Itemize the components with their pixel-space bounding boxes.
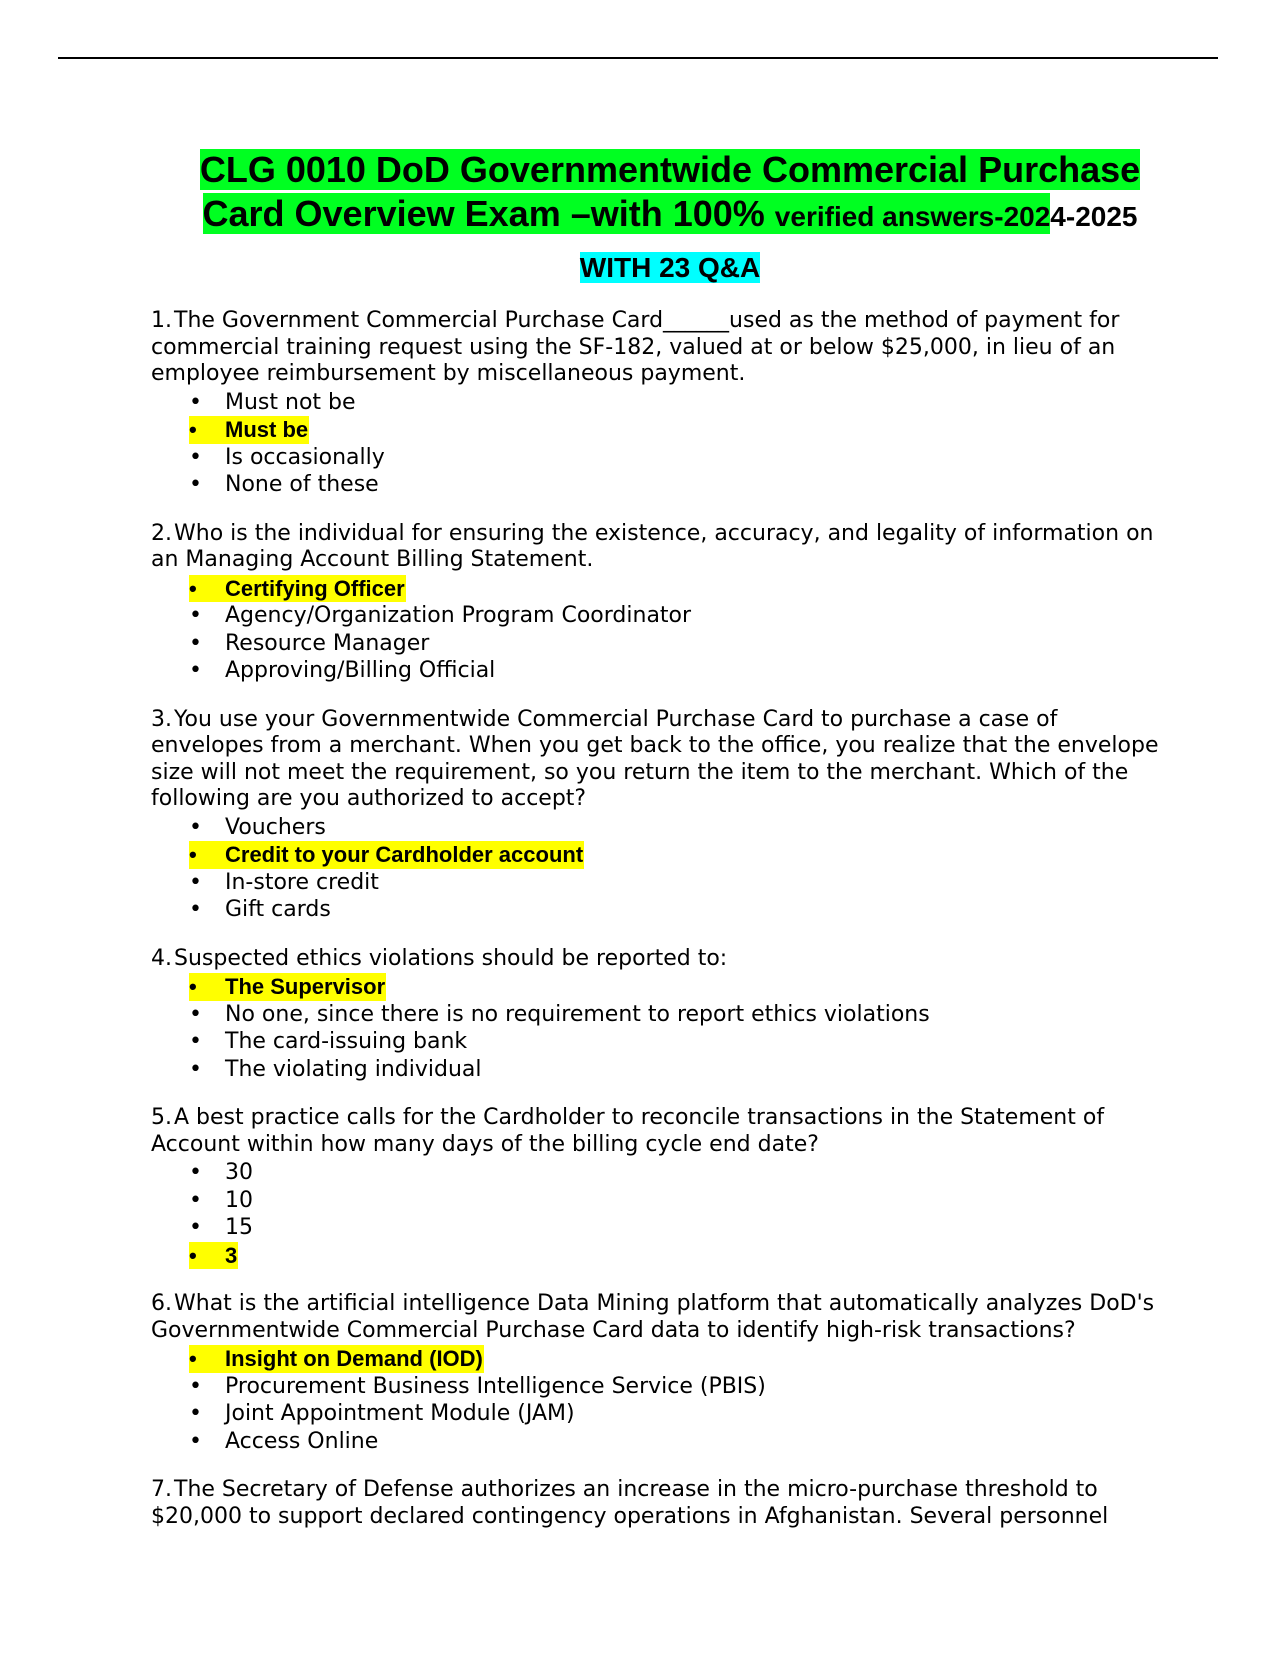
answer-option	[151, 657, 1161, 685]
bullet-icon: •	[189, 841, 225, 869]
answer-option	[151, 630, 1161, 658]
answer-option-label: Joint Appointment Module (JAM)	[225, 1401, 575, 1426]
answer-option-label: Insight on Demand (IOD)	[225, 1346, 483, 1371]
question-4	[151, 946, 1161, 1084]
question-number: 5.	[151, 1105, 172, 1130]
question-prompt: Suspected ethics violations should be reported to:	[174, 945, 728, 971]
answer-option	[151, 1214, 1161, 1242]
answer-options	[151, 389, 1161, 499]
answer-option	[151, 1001, 1161, 1029]
answer-option-label: Must be	[225, 417, 309, 442]
title-line-1: CLG 0010 DoD Governmentwide Commercial Purchase	[199, 149, 1141, 190]
question-text	[151, 1291, 1161, 1344]
bullet-icon: •	[189, 472, 202, 497]
question-text	[151, 308, 1161, 388]
bullet-icon: •	[189, 1187, 202, 1213]
question-6	[151, 1291, 1161, 1455]
bullet-icon: •	[189, 1242, 225, 1270]
question-prompt: A best practice calls for the Cardholder to reconcile transactions in the Statement of Account within how many days of the billing cycle end date?	[151, 1105, 1105, 1157]
bullet-icon: •	[189, 658, 202, 683]
answer-option-correct	[151, 973, 1161, 1001]
bullet-icon: •	[189, 1373, 202, 1399]
answer-option-label: Must not be	[225, 389, 356, 415]
question-7	[151, 1477, 1161, 1530]
answer-option-label: The violating individual	[225, 1056, 482, 1082]
bullet-icon: •	[189, 1401, 202, 1426]
answer-option-label: No one, since there is no requirement to report ethics violations	[225, 1001, 930, 1027]
answer-option-label: Gift cards	[225, 897, 331, 922]
answer-option-label: Approving/Billing Official	[225, 658, 496, 683]
bullet-icon: •	[189, 1345, 225, 1373]
answer-option	[151, 1056, 1161, 1084]
answer-option	[151, 471, 1161, 499]
answer-option-label: Agency/Organization Program Coordinator	[225, 603, 692, 628]
answer-option-label: The Supervisor	[225, 974, 386, 999]
question-number: 1.	[151, 308, 172, 333]
answer-option-correct	[151, 1345, 1161, 1373]
answer-options	[151, 973, 1161, 1083]
question-prompt: Who is the individual for ensuring the existence, accuracy, and legality of information on an Managing Account Billing Statement.	[151, 520, 1154, 572]
question-number: 4.	[151, 945, 172, 971]
answer-options	[151, 814, 1161, 924]
answer-options	[151, 575, 1161, 685]
subtitle: WITH 23 Q&A	[579, 252, 761, 283]
bullet-icon: •	[189, 973, 225, 1001]
question-5	[151, 1105, 1161, 1269]
header-rule	[58, 57, 1218, 59]
question-number: 7.	[151, 1477, 172, 1502]
bullet-icon: •	[189, 1029, 202, 1054]
answer-option	[151, 896, 1161, 924]
bullet-icon: •	[189, 1428, 202, 1454]
question-prompt: The Government Commercial Purchase Card______used as the method of payment for commercial training request using the SF-182, valued at or below $25,000, in lieu of an employee reimbursement by miscellaneous payment.	[151, 308, 1120, 386]
answer-option-label: The card-issuing bank	[225, 1029, 468, 1054]
answer-option	[151, 1159, 1161, 1187]
document-title	[150, 148, 1190, 287]
answer-option	[151, 1028, 1161, 1056]
title-line-2: Card Overview Exam –with 100% verified answers-2024-2025	[202, 193, 1138, 234]
question-prompt: The Secretary of Defense authorizes an increase in the micro-purchase threshold to $20,000 to support declared contingency operations in Afghanistan. Several personnel	[151, 1477, 1109, 1529]
question-number: 3.	[151, 706, 172, 732]
answer-option-correct	[151, 1242, 1161, 1270]
answer-option-label: None of these	[225, 472, 379, 497]
question-text	[151, 1105, 1161, 1158]
answer-option-label: In-store credit	[225, 869, 379, 895]
answer-options	[151, 1345, 1161, 1455]
answer-option	[151, 814, 1161, 842]
bullet-icon: •	[189, 897, 202, 922]
bullet-icon: •	[189, 389, 202, 415]
answer-option-label: Access Online	[225, 1428, 379, 1454]
answer-option-label: Resource Manager	[225, 630, 430, 656]
bullet-icon: •	[189, 1056, 202, 1082]
answer-option-correct	[151, 841, 1161, 869]
question-2	[151, 521, 1161, 685]
answer-option-correct	[151, 575, 1161, 603]
question-text	[151, 1477, 1161, 1530]
bullet-icon: •	[189, 444, 202, 470]
question-text	[151, 521, 1161, 574]
bullet-icon: •	[189, 1160, 202, 1185]
answer-option-label: Vouchers	[225, 814, 326, 840]
question-number: 2.	[151, 520, 172, 546]
question-prompt: You use your Governmentwide Commercial Purchase Card to purchase a case of envelopes from a merchant. When you get back to the office, you realize that the envelope size will not meet the requirement, so you return the item to the merchant. Which of the following are you authorized to accept?	[151, 706, 1159, 811]
answer-option	[151, 1400, 1161, 1428]
bullet-icon: •	[189, 1001, 202, 1027]
answer-option	[151, 869, 1161, 897]
answer-option-label: 15	[225, 1215, 253, 1240]
bullet-icon: •	[189, 869, 202, 895]
question-number: 6.	[151, 1291, 172, 1316]
question-1	[151, 308, 1161, 499]
answer-option	[151, 1373, 1161, 1401]
answer-option-label: 10	[225, 1187, 253, 1213]
answer-option-label: Certifying Officer	[225, 575, 405, 601]
question-text	[151, 946, 1161, 973]
answer-option-label: Procurement Business Intelligence Service (PBIS)	[225, 1373, 766, 1399]
answer-option-label: Is occasionally	[225, 444, 385, 470]
answer-option	[151, 1428, 1161, 1456]
answer-option	[151, 1187, 1161, 1215]
answer-option-label: 3	[225, 1242, 238, 1268]
bullet-icon: •	[189, 603, 202, 628]
answer-option	[151, 602, 1161, 630]
answer-option-label: 30	[225, 1160, 253, 1185]
question-3	[151, 707, 1161, 924]
question-text	[151, 707, 1161, 813]
bullet-icon: •	[189, 1215, 202, 1240]
bullet-icon: •	[189, 630, 202, 656]
answer-options	[151, 1159, 1161, 1269]
answer-option-label: Credit to your Cardholder account	[225, 842, 584, 867]
answer-option	[151, 444, 1161, 472]
question-prompt: What is the artificial intelligence Data Mining platform that automatically analyzes DoD's Governmentwide Commercial Purchase Card data to identify high-risk transactions?	[151, 1291, 1155, 1343]
answer-option	[151, 389, 1161, 417]
question-list	[151, 308, 1161, 1552]
bullet-icon: •	[189, 814, 202, 840]
answer-option-correct	[151, 416, 1161, 444]
bullet-icon: •	[189, 575, 225, 603]
bullet-icon: •	[189, 416, 225, 444]
